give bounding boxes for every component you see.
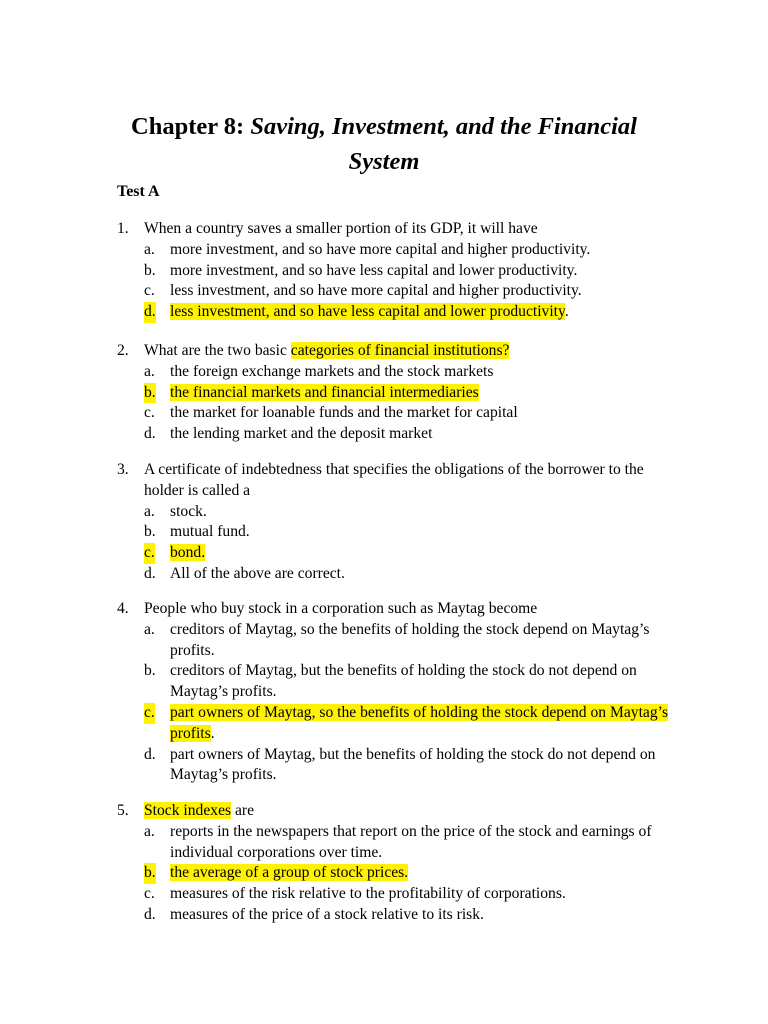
answer-option	[117, 905, 677, 926]
answer-option	[117, 302, 677, 323]
option-text: All of the above are correct.	[170, 564, 345, 582]
answer-option	[117, 822, 677, 864]
question-2	[117, 341, 677, 445]
option-letter: c.	[144, 703, 155, 724]
option-text: the market for loanable funds and the market for capital	[170, 404, 518, 422]
answer-option-body	[144, 261, 677, 282]
answer-option	[117, 564, 677, 585]
answer-option-body	[144, 302, 677, 323]
option-text: bond.	[170, 544, 206, 562]
question-number: 5.	[117, 802, 129, 819]
answer-option-body	[144, 564, 677, 585]
answer-option	[117, 661, 677, 703]
question-stem	[117, 219, 677, 240]
chapter-number: Chapter 8:	[131, 113, 245, 140]
answer-option	[117, 522, 677, 543]
option-letter: c.	[144, 282, 155, 300]
option-text: creditors of Maytag, but the benefits of holding the stock do not depend on Maytag’s profits.	[170, 662, 637, 701]
question-stem	[117, 460, 677, 502]
answer-option-body	[144, 522, 677, 543]
option-text: more investment, and so have less capital and lower productivity.	[170, 261, 578, 279]
option-letter: a.	[144, 362, 155, 380]
answer-option-body	[144, 884, 677, 905]
option-text: .	[210, 724, 215, 742]
answer-option	[117, 620, 677, 662]
question-text: categories of financial institutions?	[290, 342, 510, 359]
question-5	[117, 801, 677, 926]
option-text: part owners of Maytag, but the benefits of holding the stock do not depend on Maytag’s profits.	[170, 745, 656, 784]
question-text: When a country saves a smaller portion of its GDP, it will have	[144, 220, 538, 237]
answer-option-body	[144, 403, 677, 424]
option-letter: b.	[144, 863, 156, 884]
answer-option-body	[144, 745, 677, 787]
answer-option-body	[144, 620, 677, 662]
option-letter: d.	[144, 302, 156, 323]
question-text: Stock indexes	[144, 802, 232, 819]
option-text: more investment, and so have more capital and higher productivity.	[170, 240, 591, 258]
answer-option-body	[144, 543, 677, 564]
option-letter: a.	[144, 822, 155, 840]
option-text: .	[564, 303, 569, 321]
option-text: stock.	[170, 502, 207, 520]
option-letter: d.	[144, 905, 156, 923]
option-letter: a.	[144, 620, 155, 638]
answer-option-body	[144, 661, 677, 703]
answer-option	[117, 261, 677, 282]
option-letter: a.	[144, 240, 155, 258]
question-stem	[117, 599, 677, 620]
option-text: part owners of Maytag, so the benefits of holding the stock depend on Maytag’s profits	[170, 703, 669, 742]
option-letter: b.	[144, 662, 156, 680]
option-letter: b.	[144, 261, 156, 279]
option-text: the average of a group of stock prices.	[170, 864, 409, 882]
question-4	[117, 599, 677, 786]
answer-option	[117, 502, 677, 523]
answer-option-body	[144, 502, 677, 523]
answer-option	[117, 884, 677, 905]
question-text: People who buy stock in a corporation such as Maytag become	[144, 600, 538, 617]
answer-option	[117, 424, 677, 445]
option-letter: a.	[144, 502, 155, 520]
answer-option-body	[144, 863, 677, 884]
question-3	[117, 460, 677, 585]
answer-option-body	[144, 383, 677, 404]
question-number: 1.	[117, 220, 129, 237]
answer-option-body	[144, 822, 677, 864]
question-stem	[117, 341, 677, 362]
answer-option	[117, 281, 677, 302]
option-text: reports in the newspapers that report on the price of the stock and earnings of individual corporations over time.	[170, 822, 652, 861]
chapter-title: Saving, Investment, and the Financial System	[250, 113, 637, 175]
answer-option	[117, 362, 677, 383]
option-text: the financial markets and financial intermediaries	[170, 383, 479, 401]
question-text: What are the two basic	[144, 342, 291, 359]
answer-option-body	[144, 905, 677, 926]
question-text: A certificate of indebtedness that specifies the obligations of the borrower to the holder is called a	[144, 461, 644, 499]
answer-option-body	[144, 362, 677, 383]
answer-option	[117, 543, 677, 564]
option-letter: d.	[144, 425, 156, 443]
option-text: the foreign exchange markets and the stock markets	[170, 362, 494, 380]
question-text: are	[231, 802, 254, 819]
answer-option-body	[144, 703, 677, 745]
option-text: creditors of Maytag, so the benefits of holding the stock depend on Maytag’s profits.	[170, 620, 650, 659]
answer-option-body	[144, 240, 677, 261]
answer-option	[117, 863, 677, 884]
option-letter: c.	[144, 885, 155, 903]
question-number: 3.	[117, 461, 129, 478]
page-title	[100, 109, 668, 179]
option-letter: c.	[144, 543, 155, 564]
question-number: 2.	[117, 342, 129, 359]
answer-option-body	[144, 424, 677, 445]
answer-option	[117, 403, 677, 424]
option-text: less investment, and so have more capital and higher productivity.	[170, 282, 582, 300]
question-stem	[117, 801, 677, 822]
question-1	[117, 219, 677, 323]
option-letter: b.	[144, 383, 156, 404]
option-letter: d.	[144, 564, 156, 582]
answer-option-body	[144, 281, 677, 302]
option-text: measures of the price of a stock relative to its risk.	[170, 905, 484, 923]
option-letter: d.	[144, 745, 156, 763]
option-text: less investment, and so have less capital and lower productivity	[170, 303, 565, 321]
answer-option	[117, 745, 677, 787]
option-text: measures of the risk relative to the profitability of corporations.	[170, 885, 566, 903]
answer-option	[117, 383, 677, 404]
test-label: Test A	[117, 183, 160, 200]
option-letter: c.	[144, 404, 155, 422]
option-letter: b.	[144, 523, 156, 541]
option-text: mutual fund.	[170, 523, 250, 541]
question-number: 4.	[117, 600, 129, 617]
answer-option	[117, 240, 677, 261]
answer-option	[117, 703, 677, 745]
option-text: the lending market and the deposit market	[170, 425, 433, 443]
